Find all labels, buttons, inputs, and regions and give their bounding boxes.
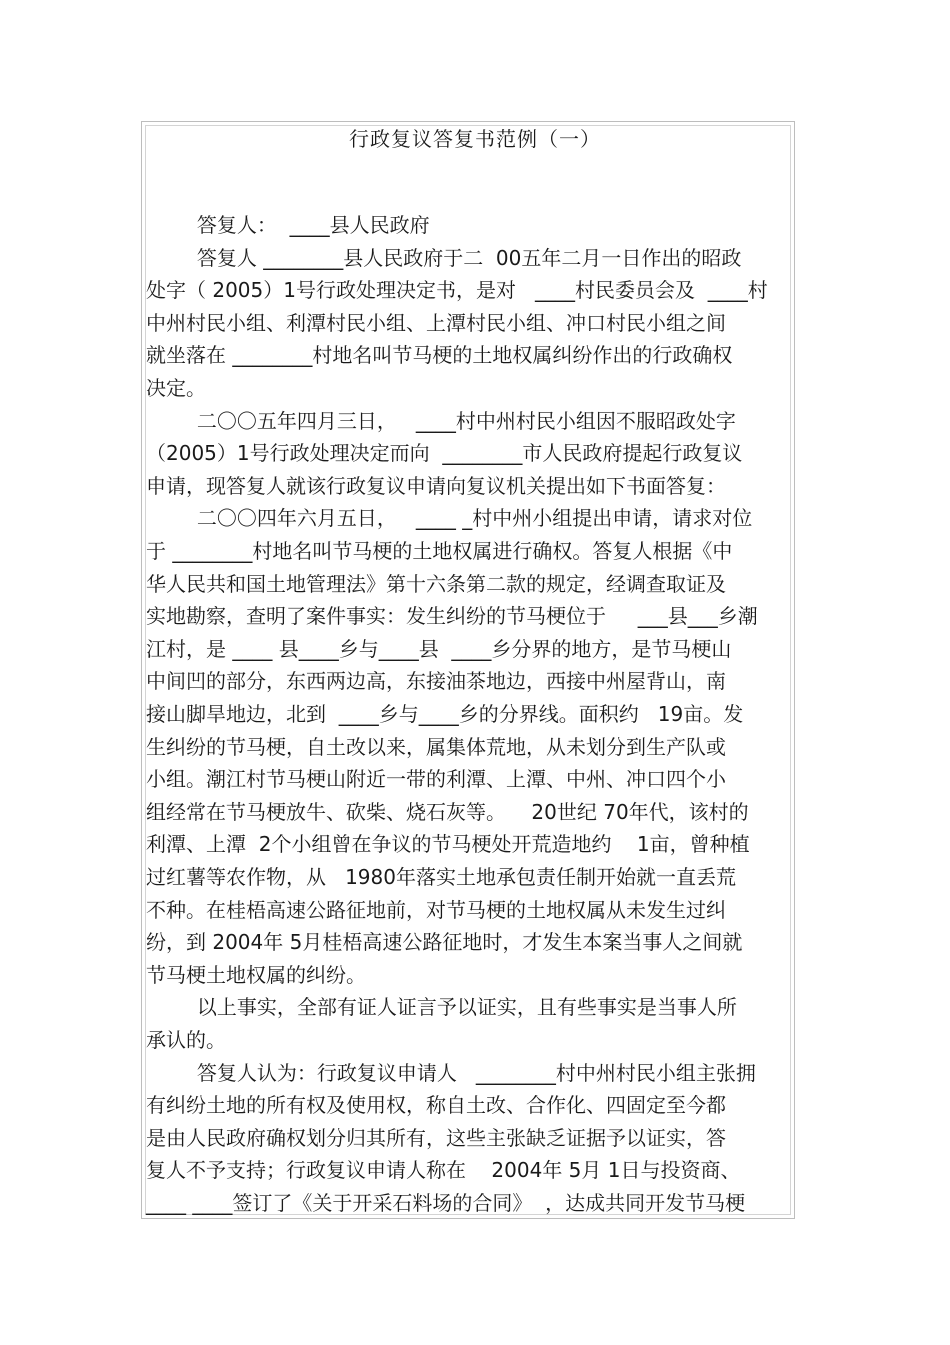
body-line: 接山脚旱地边，北到 ____乡与____乡的分界线。面积约 19亩。发 [146,702,744,726]
body-line: 二〇〇四年六月五日， ____ _村中州小组提出申请，请求对位 [146,506,753,531]
body-line: （2005）1号行政处理决定而向 ________市人民政府提起行政复议 [146,441,743,466]
body-line: 过红薯等农作物，从 1980年落实土地承包责任制开始就一直丢荒 [146,865,736,889]
body-line: 于 ________村地名叫节马梗的土地权属进行确权。答复人根据《中 [146,539,733,563]
body-line: 实地勘察，查明了案件事实：发生纠纷的节马梗位于 ___县___乡潮 [146,604,758,629]
body-line: 答复人 ________县人民政府于二 00五年二月一日作出的昭政 [146,245,742,270]
body-line: 答复人： ____县人民政府 [146,213,430,237]
body-line: 答复人认为：行政复议申请人 ________村中州村民小组主张拥 [146,1060,756,1085]
body-line: 组经常在节马梗放牛、砍柴、烧石灰等。 20世纪 70年代，该村的 [146,799,749,824]
body-line: 不种。在桂梧高速公路征地前，对节马梗的土地权属从未发生过纠 [146,897,726,922]
body-line: 处字（ 2005）1号行政处理决定书，是对 ____村民委员会及 ____村 [146,278,768,303]
body-line: 节马梗土地权属的纠纷。 [146,962,366,987]
body-line: 中州村民小组、利潭村民小组、上潭村民小组、冲口村民小组之间 [146,310,726,335]
body-line: 利潭、上潭 2个小组曾在争议的节马梗处开荒造地约 1亩，曾种植 [146,832,750,857]
body-line: 小组。潮江村节马梗山附近一带的利潭、上潭、中州、冲口四个小 [146,767,726,792]
body-line: 以上事实，全部有证人证言予以证实，且有些事实是当事人所 [146,995,737,1020]
body-line: 有纠纷土地的所有权及使用权，称自土改、合作化、四固定至今都 [146,1093,726,1118]
body-line: ____ ____签订了《关于开采石料场的合同》 ，达成共同开发节马梗 [146,1191,746,1215]
body-line: 复人不予支持；行政复议申请人称在 2004年 5月 1日与投资商、 [146,1158,741,1183]
body-line: 中间凹的部分，东西两边高，东接油茶地边，西接中州屋背山，南 [146,669,726,694]
document-title: 行政复议答复书范例（一） [349,127,601,151]
body-line: 华人民共和国土地管理法》第十六条第二款的规定，经调查取证及 [146,571,726,596]
body-line: 承认的。 [146,1028,226,1052]
body-line: 申请，现答复人就该行政复议申请向复议机关提出如下书面答复： [146,473,726,498]
body-line: 二〇〇五年四月三日， ____村中州村民小组因不服昭政处字 [146,408,736,433]
body-line: 是由人民政府确权划分归其所有，这些主张缺乏证据予以证实，答 [146,1125,726,1150]
body-line: 就坐落在 ________村地名叫节马梗的土地权属纠纷作出的行政确权 [146,343,733,368]
body-line: 江村，是 ____ 县____乡与____县 ____乡分界的地方，是节马梗山 [146,636,732,661]
body-line: 决定。 [146,376,206,400]
body-line: 纷，到 2004年 5月桂梧高速公路征地时，才发生本案当事人之间就 [146,930,743,955]
body-line: 生纠纷的节马梗，自土改以来，属集体荒地，从未划分到生产队或 [146,734,726,759]
